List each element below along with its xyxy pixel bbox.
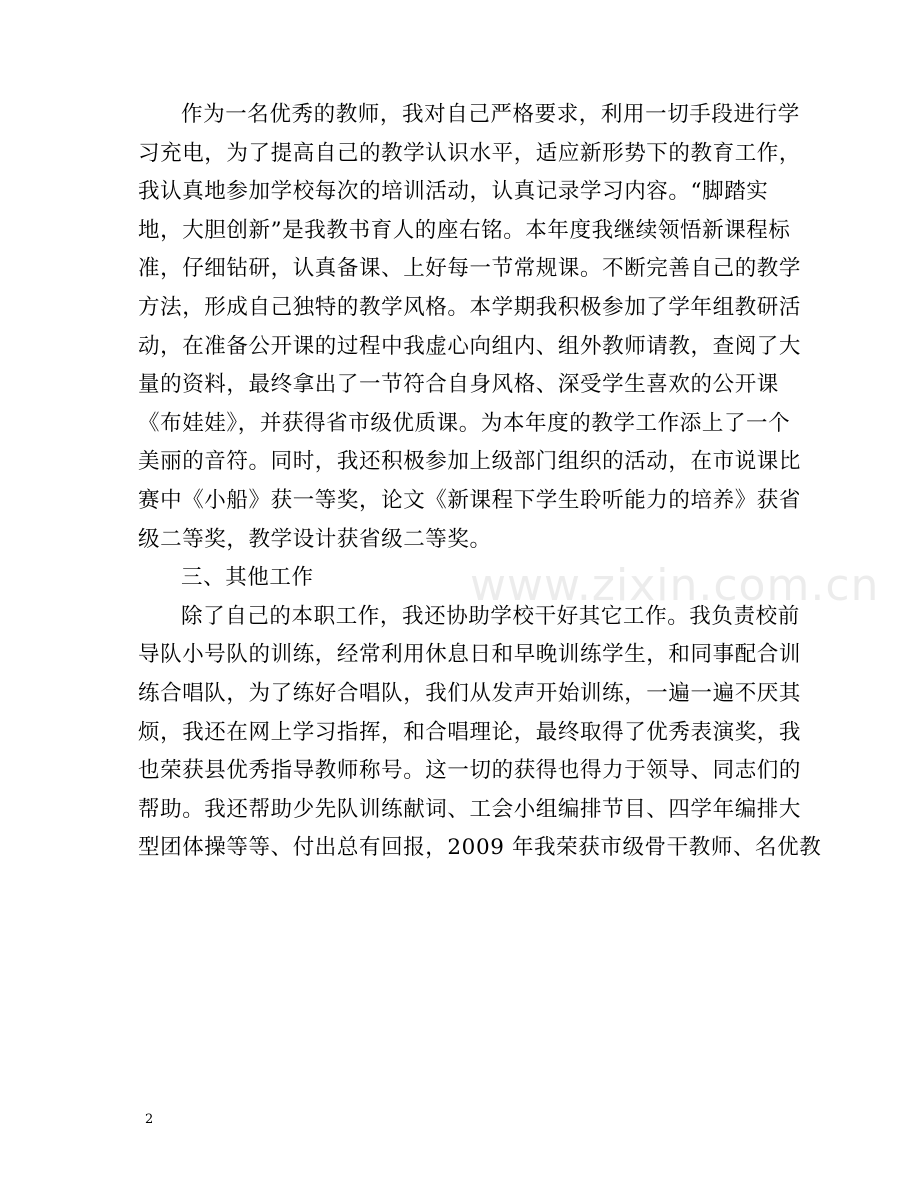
text-line: 地，大胆创新”是我教书育人的座右铭。本年度我继续领悟新课程标 <box>138 217 791 243</box>
text-line: 作为一名优秀的教师，我对自己严格要求，利用一切手段进行学 <box>181 102 800 127</box>
text-line: 量的资料，最终拿出了一节符合自身风格、深受学生喜欢的公开课 <box>138 372 779 398</box>
text-line: 练合唱队，为了练好合唱队，我们从发声开始训练，一遍一遍不厌其 <box>138 680 802 706</box>
text-line: 导队小号队的训练，经常利用休息日和早晚训练学生，和同事配合训 <box>138 642 802 668</box>
text-line: 美丽的音符。同时，我还积极参加上级部门组织的活动，在市说课比 <box>138 449 802 475</box>
text-line: 也荣获县优秀指导教师称号。这一切的获得也得力于领导、同志们的 <box>138 758 802 784</box>
text-line: 动，在准备公开课的过程中我虚心向组内、组外教师请教，查阅了大 <box>138 333 802 359</box>
text-line: 我认真地参加学校每次的培训活动，认真记录学习内容。“脚踏实 <box>138 179 769 205</box>
text-line: 《布娃娃》，并获得省市级优质课。为本年度的教学工作添上了一个 <box>138 410 791 436</box>
text-line: 除了自己的本职工作，我还协助学校干好其它工作。我负责校前 <box>181 603 800 629</box>
text-line: 三、其他工作 <box>181 565 314 591</box>
text-line: 帮助。我还帮助少先队训练献词、工会小组编排节目、四学年编排大 <box>138 796 802 822</box>
body-text <box>138 96 822 868</box>
page-number: 2 <box>145 1112 154 1127</box>
text-line: 习充电，为了提高自己的教学认识水平，适应新形势下的教育工作， <box>138 140 802 166</box>
watermark: www.zixin.com.cn <box>470 560 880 611</box>
text-line: 赛中《小船》获一等奖，论文《新课程下学生聆听能力的培养》获省 <box>138 487 802 513</box>
text-line: 烦，我还在网上学习指挥，和合唱理论，最终取得了优秀表演奖，我 <box>138 719 802 745</box>
text-line: 型团体操等等、付出总有回报，2009 年我荣获市级骨干教师、名优教 <box>138 835 822 861</box>
text-line: 级二等奖，教学设计获省级二等奖。 <box>138 526 492 552</box>
text-line: 准，仔细钻研，认真备课、上好每一节常规课。不断完善自己的教学 <box>138 256 802 282</box>
text-line: 方法，形成自己独特的教学风格。本学期我积极参加了学年组教研活 <box>138 294 802 320</box>
